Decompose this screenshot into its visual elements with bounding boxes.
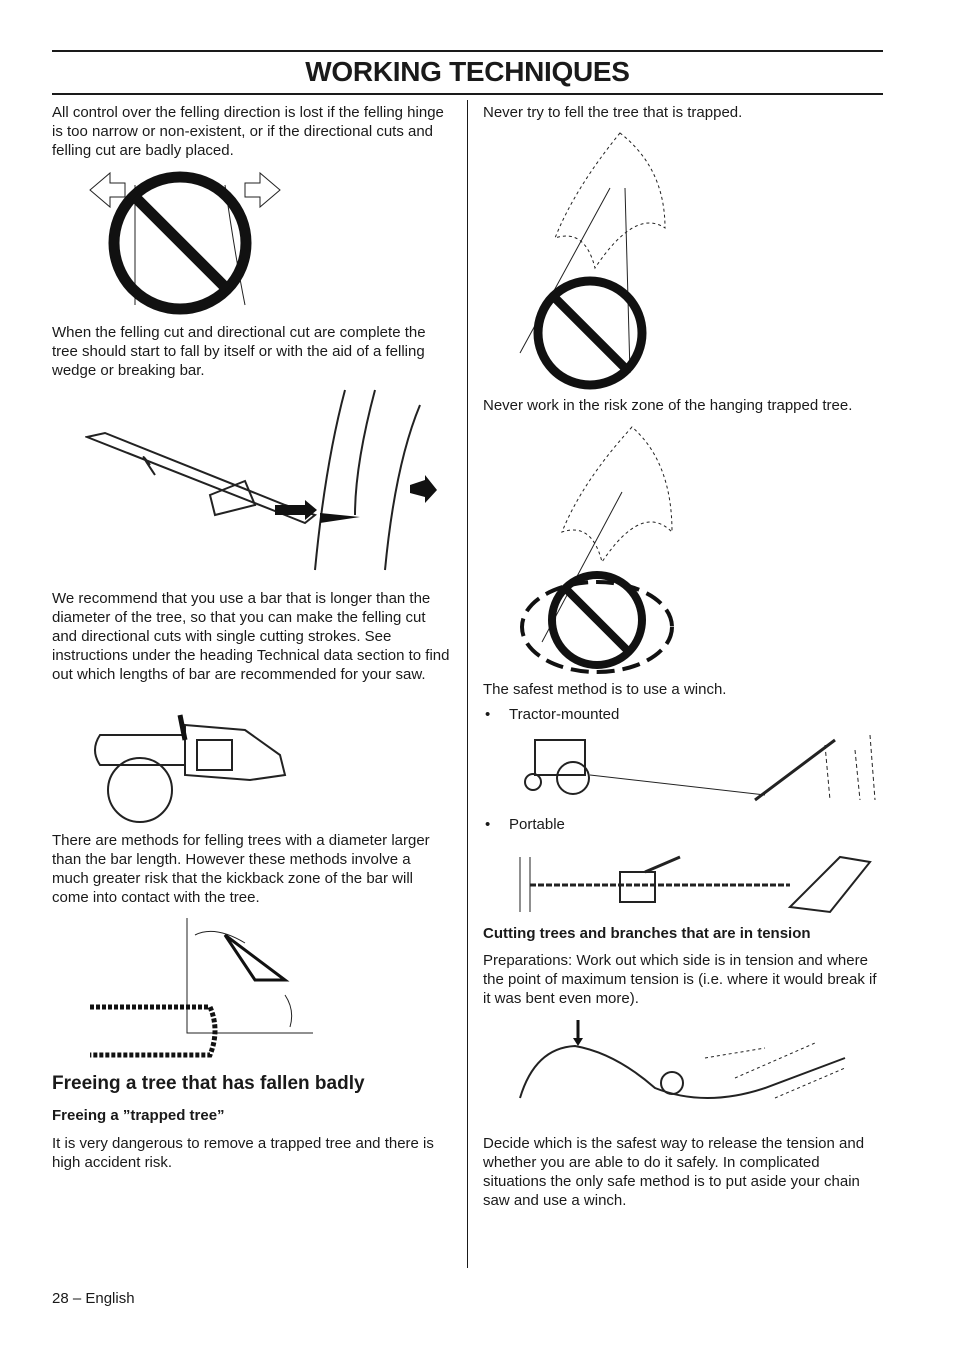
tension-branch-illustration: [515, 1018, 860, 1113]
paragraph-safest-winch: The safest method is to use a winch.: [483, 681, 727, 698]
page-title: WORKING TECHNIQUES: [305, 56, 630, 87]
subheading-trapped-tree: Freeing a ”trapped tree”: [52, 1107, 225, 1124]
prohibited-felling-trapped-tree-illustration: [515, 128, 680, 393]
chainsaw-bar-length-illustration: [85, 710, 295, 825]
subheading-tension: Cutting trees and branches that are in tension: [483, 925, 811, 942]
paragraph-never-work-risk-zone: Never work in the risk zone of the hanging trapped tree.: [483, 397, 853, 414]
section-heading-freeing-tree: Freeing a tree that has fallen badly: [52, 1073, 365, 1094]
felling-wedge-breaking-bar-illustration: [85, 385, 445, 575]
bullet-portable: Portable: [509, 816, 565, 833]
paragraph-release-tension: Decide which is the safest way to release the tension and whether you are able to do it safely. In complicated situations the only safe method is to put aside your chain saw and use a winch.: [483, 1135, 865, 1209]
column-divider: [467, 100, 468, 1268]
paragraph-never-fell-trapped: Never try to fell the tree that is trapped.: [483, 104, 743, 121]
header-top-rule: [52, 50, 883, 52]
prohibited-hinge-illustration: [85, 165, 285, 320]
bullet-marker: •: [485, 816, 491, 833]
portable-winch-illustration: [510, 852, 880, 917]
bullet-marker: •: [485, 706, 491, 723]
footer-page-number: 28 – English: [52, 1290, 135, 1307]
kickback-zone-illustration: [85, 915, 320, 1065]
paragraph-felling-wedge: When the felling cut and directional cut are complete the tree should start to fall by itself or with the aid of a felling wedge or breaking bar.: [52, 324, 426, 379]
paragraph-large-diameter: There are methods for felling trees with a diameter larger than the bar length. However these methods involve a much greater risk that the kickback zone of the bar will come into contact with the tree.: [52, 832, 430, 906]
tractor-winch-illustration: [515, 730, 880, 805]
paragraph-bar-length: We recommend that you use a bar that is longer than the diameter of the tree, so that you can make the felling cut and directional cuts with single cutting strokes. See instructions under the heading Technical data section to find out which lengths of bar are recommended for your saw.: [52, 590, 450, 683]
prohibited-risk-zone-illustration: [512, 422, 682, 677]
paragraph-felling-control: All control over the felling direction is lost if the felling hinge is too narrow or non-existent, or if the directional cuts and felling cut are badly placed.: [52, 104, 444, 159]
header-bottom-rule: [52, 93, 883, 95]
paragraph-trapped-risk: It is very dangerous to remove a trapped tree and there is high accident risk.: [52, 1135, 434, 1171]
paragraph-preparations: Preparations: Work out which side is in tension and where the point of maximum tension is (i.e. where it would break if it was bent even more).: [483, 952, 877, 1007]
bullet-tractor-mounted: Tractor-mounted: [509, 706, 620, 723]
